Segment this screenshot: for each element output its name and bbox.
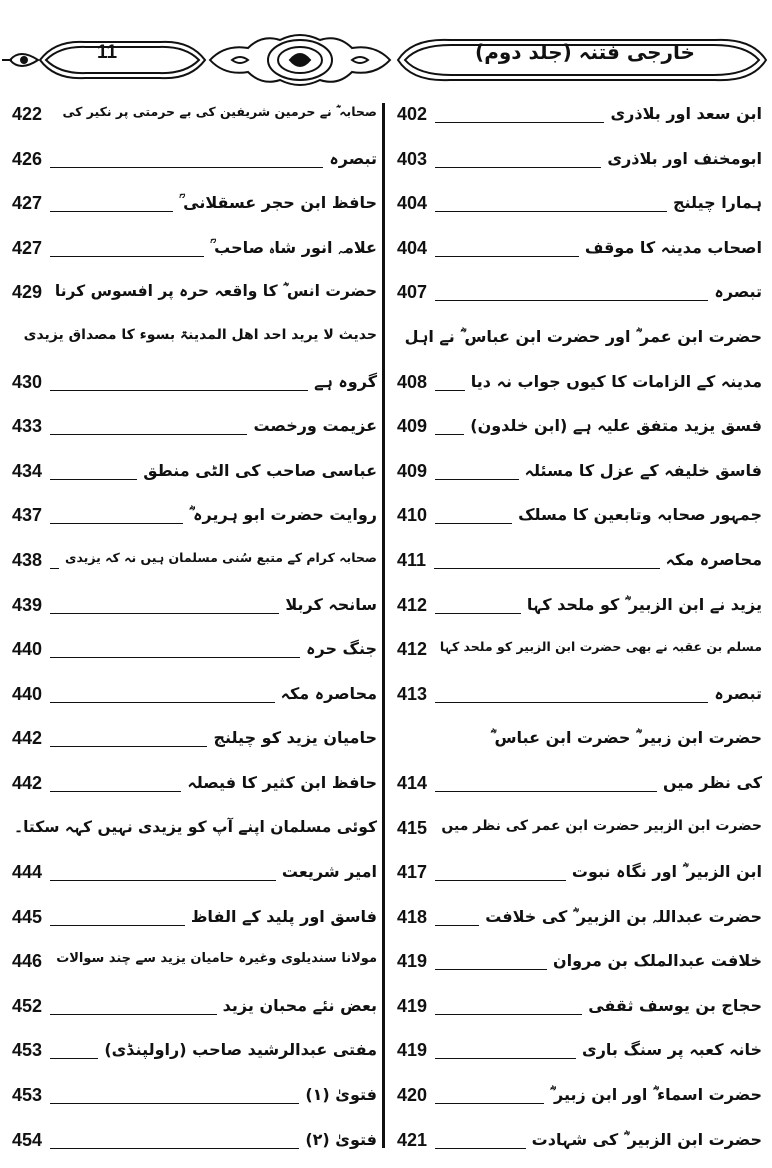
toc-entry-title: بعض نئے محبان یزید	[222, 995, 377, 1015]
toc-entry	[397, 455, 762, 500]
toc-entry-title: علامہ انور شاہ صاحب ؒ	[210, 237, 377, 257]
toc-leader-line	[435, 1058, 576, 1059]
toc-right-column	[397, 98, 762, 1168]
toc-entry	[12, 856, 377, 901]
toc-entry-page: 426	[12, 148, 43, 169]
toc-entry-title: مولانا سندیلوی وغیرہ حامیان یزید سے چند سوالات	[56, 951, 377, 967]
toc-entry	[12, 767, 377, 812]
toc-entry	[397, 812, 762, 857]
toc-leader-line	[50, 746, 207, 747]
toc-entry-page: 440	[12, 639, 43, 660]
toc-leader-line	[435, 523, 512, 524]
toc-entry-page: 440	[12, 683, 43, 704]
toc-entry-page: 403	[397, 148, 428, 169]
toc-entry-title: حامیان یزید کو چیلنج	[213, 728, 377, 748]
toc-entry-page: 427	[12, 193, 43, 214]
toc-entry-title: حضرت ابن الزبیر حضرت ابن عمر کی نظر میں	[441, 817, 762, 834]
toc-entry-page: 453	[12, 1040, 43, 1061]
toc-entry	[397, 767, 762, 812]
toc-entry-title: فتویٰ (۱)	[305, 1085, 377, 1105]
toc-entry-page: 427	[12, 237, 43, 258]
toc-entry-title: ابومخنف اور بلاذری	[607, 148, 762, 168]
toc-entry-title: جمہور صحابہ وتابعین کا مسلک	[518, 505, 762, 525]
toc-entry	[397, 901, 762, 946]
toc-entry-title: تبصرہ	[714, 683, 762, 703]
toc-entry-title: امیر شریعت	[281, 862, 377, 882]
toc-entry-title: مفتی عبدالرشید صاحب (راولپنڈی)	[104, 1040, 377, 1060]
toc-leader-line	[50, 702, 275, 703]
toc-leader-line	[50, 925, 185, 926]
column-divider	[382, 103, 385, 1148]
toc-entry-page: 452	[12, 995, 43, 1016]
toc-entry	[397, 187, 762, 232]
toc-leader-line	[435, 256, 579, 257]
toc-entry-page: 421	[397, 1129, 428, 1150]
toc-leader-line	[435, 702, 708, 703]
toc-leader-line	[435, 613, 521, 614]
toc-entry-page: 442	[12, 728, 43, 749]
toc-entry	[12, 678, 377, 723]
toc-entry-title: محاصرہ مکہ	[280, 683, 377, 703]
toc-entry-page: 419	[397, 951, 428, 972]
toc-leader-line	[50, 434, 247, 435]
toc-entry	[12, 901, 377, 946]
toc-entry	[397, 678, 762, 723]
toc-entry	[397, 945, 762, 990]
toc-entry-page: 414	[397, 772, 428, 793]
toc-entry	[397, 499, 762, 544]
toc-entry-title: مسلم بن عقبہ نے بھی حضرت ابن الزبیر کو ملحد کہا	[439, 639, 762, 655]
toc-entry-title: اصحاب مدینہ کا موقف	[584, 237, 762, 257]
toc-entry-page: 404	[397, 237, 428, 258]
toc-entry-title: حضرت عبداللہ بن الزبیر ؓ کی خلافت	[485, 906, 762, 926]
toc-entry	[397, 410, 762, 455]
toc-entry-title: ابن الزبیر ؓ اور نگاہ نبوت	[571, 862, 762, 882]
toc-entry	[12, 945, 377, 990]
toc-entry-page: 407	[397, 282, 428, 303]
toc-entry-page: 415	[397, 817, 428, 838]
toc-leader-line	[435, 211, 667, 212]
toc-entry	[12, 143, 377, 188]
toc-entry	[397, 544, 762, 589]
center-ornament	[210, 35, 390, 85]
toc-entry-title: گروہ ہے	[314, 371, 377, 391]
toc-leader-line	[435, 1103, 544, 1104]
toc-leader-line	[50, 479, 137, 480]
toc-entry	[397, 276, 762, 321]
toc-leader-line	[434, 568, 660, 569]
toc-entry-title: سانحہ کربلا	[285, 594, 377, 614]
toc-leader-line	[50, 211, 173, 212]
toc-entry	[397, 1034, 762, 1079]
toc-entry	[12, 410, 377, 455]
toc-entry	[397, 589, 762, 634]
toc-entry-title: عباسی صاحب کی الٹی منطق	[143, 460, 377, 480]
toc-leader-line	[50, 613, 279, 614]
toc-entry-page: 411	[397, 549, 427, 570]
toc-entry-page: 446	[12, 951, 43, 972]
toc-entry	[12, 187, 377, 232]
toc-entry	[397, 143, 762, 188]
toc-entry-page: 418	[397, 906, 428, 927]
toc-leader-line	[435, 925, 479, 926]
toc-leader-line	[435, 122, 604, 123]
toc-entry	[397, 990, 762, 1035]
toc-leader-line	[435, 434, 464, 435]
toc-entry-page: 439	[12, 594, 43, 615]
toc-leader-line	[435, 479, 519, 480]
toc-entry-page: 409	[397, 416, 428, 437]
toc-leader-line	[435, 1148, 526, 1149]
toc-left-column	[12, 98, 377, 1168]
toc-entry-page: 454	[12, 1129, 43, 1150]
toc-leader-line	[435, 791, 657, 792]
toc-entry-page: 442	[12, 772, 43, 793]
toc-entry-page: 417	[397, 862, 428, 883]
toc-leader-line	[435, 969, 547, 970]
toc-entry	[397, 366, 762, 411]
toc-entry-page: 433	[12, 416, 43, 437]
toc-entry-title: ہمارا چیلنج	[672, 193, 762, 213]
toc-entry-title: فاسق اور پلید کے الفاظ	[190, 906, 377, 926]
toc-entry-page: 422	[12, 104, 43, 124]
toc-entry-page: 438	[12, 549, 43, 570]
toc-entry	[397, 321, 762, 366]
toc-entry-page: 453	[12, 1085, 43, 1106]
toc-entry	[12, 722, 377, 767]
toc-leader-line	[50, 256, 204, 257]
toc-entry-page: 430	[12, 371, 43, 392]
toc-entry-title: حضرت ابن عمر ؓ اور حضرت ابن عباس ؓ نے اہل	[404, 326, 762, 346]
toc-leader-line	[50, 657, 300, 658]
toc-entry-title: کوئی مسلمان اپنے آپ کو یزیدی نہیں کہہ سکتا۔	[14, 817, 377, 836]
toc-entry-title: عزیمت ورخصت	[253, 416, 377, 436]
toc-entry-title: خانہ کعبہ پر سنگ باری	[582, 1040, 762, 1060]
toc-entry-title: حضرت اسماء ؓ اور ابن زبیر ؓ	[550, 1085, 762, 1105]
toc-entry-title: صحابہ کرام کے متبع سُنی مسلمان ہیں نہ کہ یزیدی	[64, 549, 377, 565]
toc-entry-title: ابن سعد اور بلاذری	[610, 104, 762, 123]
toc-entry-title: حافظ ابن حجر عسقلانی ؒ	[179, 193, 377, 213]
toc-entry-title: تبصرہ	[329, 148, 377, 168]
toc-entry	[12, 1124, 377, 1168]
toc-leader-line	[50, 167, 323, 168]
toc-leader-line	[50, 1103, 299, 1104]
toc-entry-page: 402	[397, 104, 428, 124]
toc-leader-line	[50, 1014, 217, 1015]
toc-entry-title: یزید نے ابن الزبیر ؓ کو ملحد کہا	[526, 594, 762, 614]
toc-entry-title: حضرت ابن زبیر ؓ حضرت ابن عباس ؓ	[490, 728, 762, 748]
toc-entry-title: مدینہ کے الزامات کا کیوں جواب نہ دیا	[470, 371, 762, 391]
toc-entry-title: حضرت انس ؓ کا واقعہ حرہ پر افسوس کرنا	[54, 282, 377, 301]
toc-entry	[12, 455, 377, 500]
toc-leader-line	[50, 791, 181, 792]
toc-entry-page: 419	[397, 1040, 428, 1061]
toc-leader-line	[435, 880, 566, 881]
toc-entry	[397, 633, 762, 678]
toc-entry-page: 437	[12, 505, 43, 526]
toc-entry-page: 413	[397, 683, 428, 704]
toc-entry-title: تبصرہ	[714, 282, 762, 302]
toc-entry-page: 445	[12, 906, 43, 927]
toc-entry-title: حافظ ابن کثیر کا فیصلہ	[187, 772, 377, 792]
toc-leader-line	[435, 167, 601, 168]
toc-entry	[397, 1124, 762, 1168]
toc-entry-title: حدیث لا یرید احد اھل المدینۃ بسوء کا مصداق یزیدی	[23, 326, 377, 343]
toc-entry-page: 408	[397, 371, 428, 392]
toc-leader-line	[435, 1014, 582, 1015]
toc-entry-title: روایت حضرت ابو ہریرہ ؓ	[189, 505, 377, 525]
toc-entry	[397, 722, 762, 767]
page-number: 11	[96, 42, 118, 63]
toc-leader-line	[50, 568, 59, 569]
toc-entry-page: 444	[12, 862, 43, 883]
toc-entry	[397, 1079, 762, 1124]
book-title: خارجی فتنہ (جلد دوم)	[475, 40, 695, 64]
toc-entry	[397, 232, 762, 277]
toc-entry	[12, 812, 377, 857]
toc-entry-title: فاسق خلیفہ کے عزل کا مسئلہ	[524, 460, 762, 480]
toc-leader-line	[50, 390, 308, 391]
toc-entry-page: 409	[397, 460, 428, 481]
toc-entry	[12, 321, 377, 366]
toc-entry	[12, 499, 377, 544]
toc-entry-page: 420	[397, 1085, 428, 1106]
toc-entry	[397, 98, 762, 143]
toc-entry-title: صحابہ ؓ نے حرمین شریفین کی بے حرمتی پر نکیر کی	[62, 104, 377, 119]
toc-entry-page: 429	[12, 282, 43, 303]
toc-entry-title: فتویٰ (۲)	[305, 1129, 377, 1149]
page-header	[0, 0, 772, 100]
toc-entry	[12, 990, 377, 1035]
toc-entry-page: 412	[397, 594, 428, 615]
toc-entry-title: خلافت عبدالملک بن مروان	[553, 951, 762, 971]
toc-entry-title: جنگ حرہ	[306, 639, 377, 659]
toc-leader-line	[50, 523, 183, 524]
toc-entry	[12, 232, 377, 277]
toc-entry-page: 412	[397, 639, 428, 660]
toc-entry	[12, 1034, 377, 1079]
toc-entry-title: محاصرہ مکہ	[665, 549, 762, 569]
toc-entry	[12, 544, 377, 589]
toc-entry	[12, 1079, 377, 1124]
toc-entry	[397, 856, 762, 901]
toc-entry-page: 434	[12, 460, 43, 481]
toc-entry	[12, 366, 377, 411]
toc-entry	[12, 276, 377, 321]
toc-entry-page: 404	[397, 193, 428, 214]
toc-entry-title: فسق یزید متفق علیہ ہے (ابن خلدون)	[470, 416, 762, 436]
toc-leader-line	[50, 880, 276, 881]
toc-entry-title: حضرت ابن الزبیر ؓ کی شہادت	[531, 1129, 762, 1149]
toc-entry-page: 419	[397, 995, 428, 1016]
toc-leader-line	[50, 1148, 299, 1149]
toc-entry-title: حجاج بن یوسف ثقفی	[588, 995, 762, 1015]
toc-entry	[12, 633, 377, 678]
toc-leader-line	[435, 390, 465, 391]
toc-entry-page: 410	[397, 505, 428, 526]
toc-entry	[12, 589, 377, 634]
toc-entry	[12, 98, 377, 143]
toc-leader-line	[435, 300, 708, 301]
toc-entry-title: کی نظر میں	[662, 772, 762, 792]
toc-leader-line	[50, 1058, 98, 1059]
